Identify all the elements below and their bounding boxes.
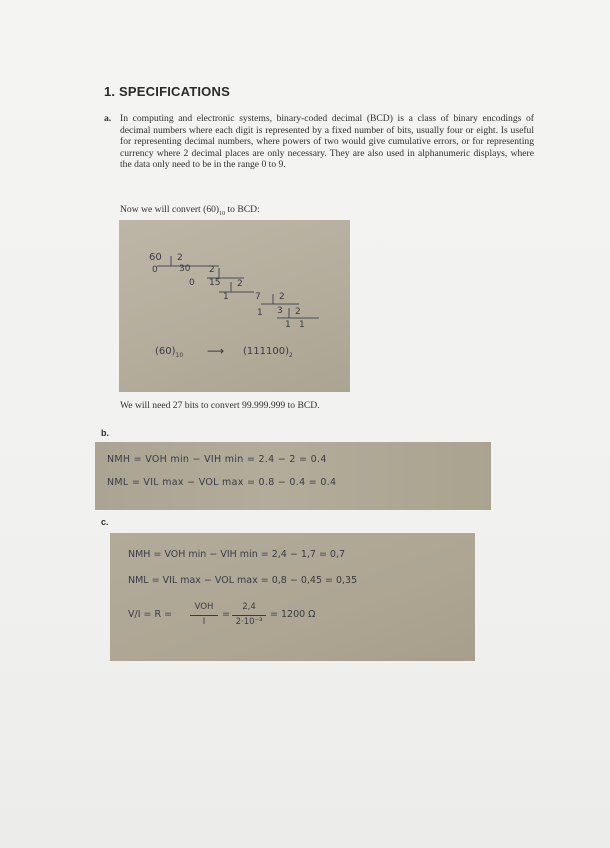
division-lines xyxy=(119,220,350,392)
section-b-line-1: NMH = VOH min − VIH min = 2.4 − 2 = 0.4 xyxy=(107,454,327,465)
hw-result-right: $(111100)_2$ xyxy=(243,346,293,359)
hw-remainder-5: 1 xyxy=(285,320,291,330)
fraction-2-bar xyxy=(232,615,266,616)
bits-caption: We will need 27 bits to convert 99.999.999 to BCD. xyxy=(120,400,320,411)
hw-remainder-1: 0 xyxy=(152,265,158,275)
hw-divisor-3: 2 xyxy=(237,279,243,289)
section-c-marker: c. xyxy=(101,517,109,527)
hw-result-left: $(60)_{10}$ xyxy=(155,346,184,359)
hw-divisor-2: 2 xyxy=(209,265,215,275)
hw-remainder-4: 1 xyxy=(257,308,263,318)
hw-divisor-4: 2 xyxy=(279,292,285,302)
section-c-line-2: NML = VIL max − VOL max = 0,8 − 0,45 = 0,35 xyxy=(128,575,358,586)
convert-suffix: to BCD: xyxy=(225,204,260,215)
fraction-1-numerator: VOH xyxy=(194,602,214,612)
fraction-equals: = xyxy=(222,609,230,620)
section-a-paragraph xyxy=(104,113,534,171)
convert-line xyxy=(120,204,260,217)
hw-quotient-5: 1 xyxy=(299,320,305,330)
hw-divisor-1: 2 xyxy=(177,253,183,263)
hw-quotient-2: 15 xyxy=(209,278,221,288)
hw-quotient-1: 30 xyxy=(179,264,191,274)
hw-remainder-2: 0 xyxy=(189,278,195,288)
hw-divisor-5: 2 xyxy=(295,307,301,317)
handwritten-division-photo xyxy=(119,220,350,392)
hw-dividend: 60 xyxy=(149,252,162,263)
fraction-2-denominator: 2·10⁻³ xyxy=(235,617,263,627)
noise-margin-photo-b xyxy=(95,442,491,510)
section-a-text: In computing and electronic systems, binary-coded decimal (BCD) is a class of binary encodings of decimal numbers where each digit is represented by a fixed number of bits, usually four or eight. Is useful for representing decimal numbers, where powers of two would give cumulative errors, or for representing currency where 2 decimal places are only necessary. They are also used in alphanumeric displays, where the data only need to be in the range 0 to 9. xyxy=(120,113,534,171)
hw-quotient-4: 3 xyxy=(277,306,283,316)
fraction-2-numerator: 2,4 xyxy=(242,602,256,612)
arrow-icon: ⟶ xyxy=(207,344,225,358)
convert-prefix: Now we will convert (60) xyxy=(120,204,220,215)
fraction-1-denominator: I xyxy=(202,617,206,627)
hw-remainder-3: 1 xyxy=(223,292,229,302)
section-b-marker: b. xyxy=(101,428,109,438)
section-heading: 1. SPECIFICATIONS xyxy=(104,84,230,99)
section-a-marker: a. xyxy=(104,113,112,124)
fraction-1-bar xyxy=(190,615,218,616)
convert-subscript: 10 xyxy=(219,210,226,217)
noise-margin-photo-c xyxy=(110,533,475,661)
section-c-line-3-lhs: V/I = R = xyxy=(128,609,173,620)
section-b-line-2: NML = VIL max − VOL max = 0.8 − 0.4 = 0.4 xyxy=(107,477,337,488)
section-c-line-1: NMH = VOH min − VIH min = 2,4 − 1,7 = 0,7 xyxy=(128,549,346,560)
hw-quotient-3: 7 xyxy=(255,292,261,302)
resistance-result: = 1200 Ω xyxy=(270,609,316,620)
